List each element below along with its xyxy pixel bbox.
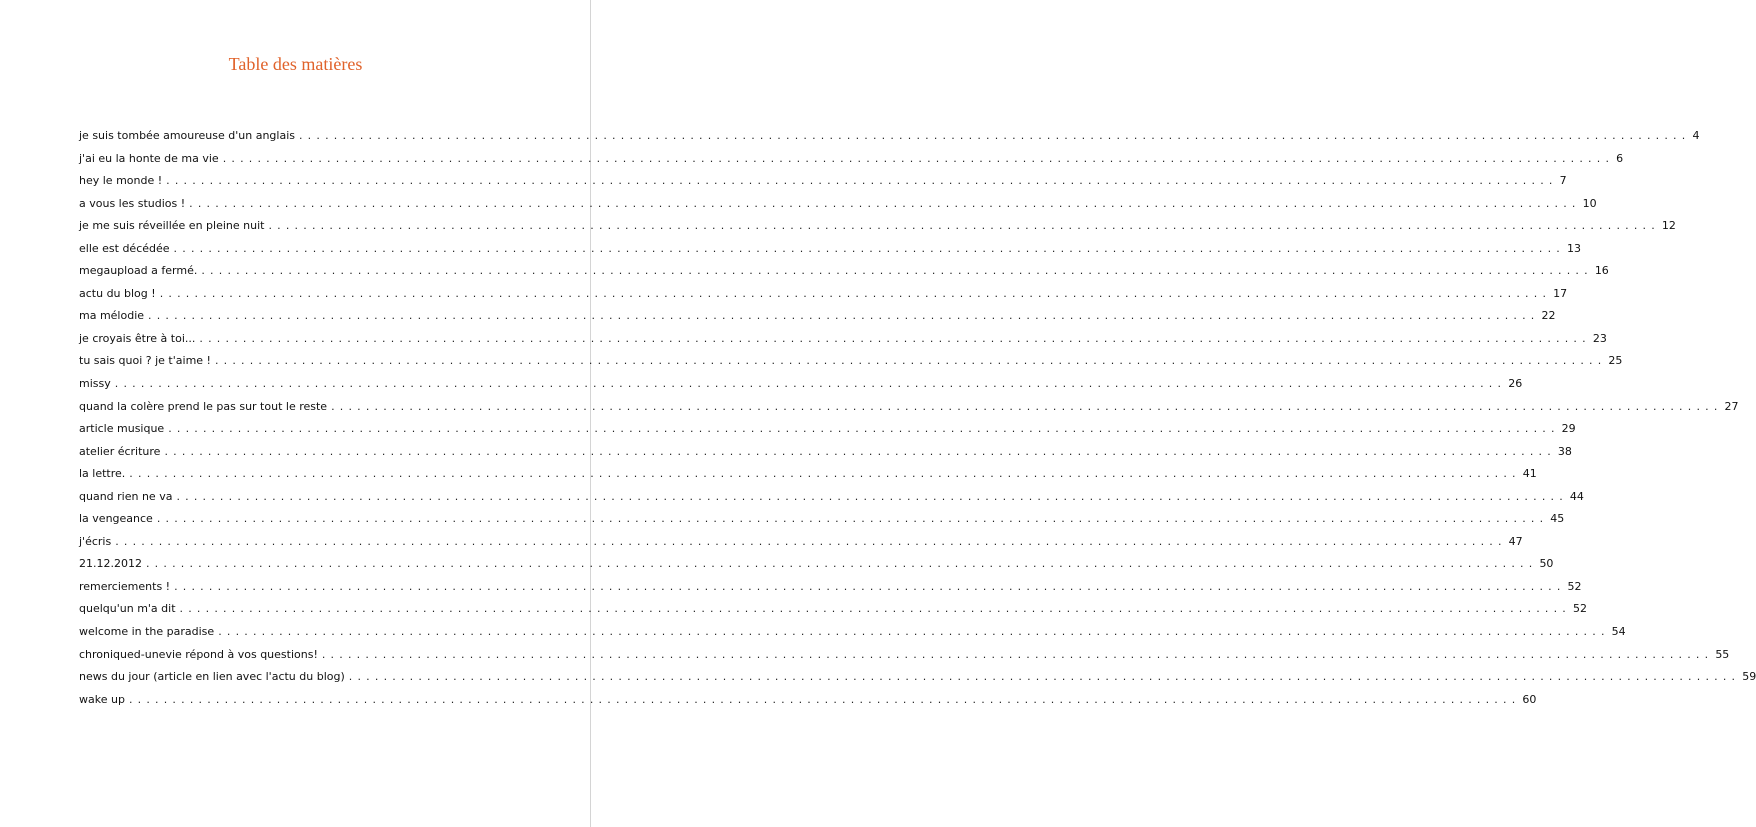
- toc-entry-title: megaupload a fermé.: [79, 264, 198, 278]
- toc-entry-page-number: 23: [1592, 331, 1607, 345]
- toc-entry-title: elle est décédée: [79, 241, 170, 255]
- toc-entry[interactable]: [79, 196, 1597, 220]
- toc-dot-leader: ................................................................................................................................................................: [115, 534, 1507, 548]
- toc-entry-page-number: 59: [1742, 670, 1756, 684]
- toc-entry-title: j'écris: [79, 534, 112, 548]
- toc-entry-title: missy: [79, 377, 111, 391]
- toc-entry-page-number: 55: [1715, 647, 1730, 661]
- toc-entry[interactable]: [79, 579, 1582, 603]
- toc-dot-leader: ................................................................................................................................................................: [173, 241, 1565, 255]
- toc-entry-page-number: 60: [1522, 692, 1537, 706]
- toc-entry-page-number: 52: [1572, 602, 1587, 616]
- toc-entry[interactable]: [79, 286, 1568, 310]
- toc-dot-leader: ................................................................................................................................................................: [348, 670, 1741, 684]
- toc-entry[interactable]: [79, 489, 1584, 513]
- toc-entry[interactable]: [79, 692, 1537, 716]
- toc-dot-leader: ................................................................................................................................................................: [201, 264, 1593, 278]
- toc-dot-leader: ................................................................................................................................................................: [214, 354, 1607, 368]
- toc-entry-title: quelqu'un m'a dit: [79, 602, 176, 616]
- toc-entry-title: je croyais être à toi...: [79, 331, 196, 345]
- toc-entry-page-number: 13: [1567, 241, 1581, 255]
- toc-entry[interactable]: [79, 512, 1565, 535]
- toc-dot-leader: ................................................................................................................................................................: [156, 512, 1549, 526]
- toc-dot-leader: ................................................................................................................................................................: [159, 286, 1552, 300]
- toc-entry-title: atelier écriture: [79, 444, 161, 458]
- toc-entry-title: quand rien ne va: [79, 489, 173, 503]
- toc-entry-page-number: 17: [1553, 286, 1568, 300]
- toc-entry-title: hey le monde !: [79, 174, 163, 188]
- toc-entry-title: remerciements !: [79, 579, 171, 593]
- toc-dot-leader: ................................................................................................................................................................: [145, 557, 1538, 571]
- toc-entry[interactable]: [79, 264, 1609, 287]
- toc-entry-page-number: 10: [1582, 196, 1597, 210]
- toc-entry-page-number: 25: [1608, 354, 1623, 368]
- toc-dot-leader: ................................................................................................................................................................: [174, 579, 1566, 593]
- toc-entry-page-number: 22: [1541, 309, 1556, 323]
- toc-entry[interactable]: [79, 174, 1567, 197]
- toc-entry[interactable]: [79, 354, 1623, 377]
- toc-dot-leader: ................................................................................................................................................................: [168, 422, 1560, 436]
- toc-entry-title: welcome in the paradise: [79, 625, 215, 639]
- toc-entry-page-number: 41: [1522, 467, 1537, 481]
- toc-entry[interactable]: [79, 331, 1607, 355]
- toc-entry-page-number: 44: [1569, 489, 1584, 503]
- toc-entry-title: je suis tombée amoureuse d'un anglais: [79, 129, 295, 142]
- toc-entry-title: a vous les studios !: [79, 196, 186, 210]
- toc-entry-title: quand la colère prend le pas sur tout le reste: [79, 399, 328, 413]
- toc-entry-title: actu du blog !: [79, 286, 156, 300]
- toc-entry-page-number: 27: [1724, 399, 1739, 413]
- toc-dot-leader: ................................................................................................................................................................: [179, 602, 1571, 616]
- table-of-contents: [79, 129, 1756, 715]
- toc-dot-leader: ................................................................................................................................................................: [128, 692, 1521, 706]
- toc-entry-page-number: 26: [1508, 377, 1523, 391]
- toc-entry-title: la vengeance: [79, 512, 153, 526]
- toc-entry[interactable]: [79, 219, 1676, 242]
- toc-dot-leader: ................................................................................................................................................................: [298, 129, 1691, 142]
- toc-entry[interactable]: [79, 534, 1523, 558]
- toc-entry-title: chroniqued-unevie répond à vos questions!: [79, 647, 318, 661]
- toc-entry[interactable]: [79, 399, 1739, 423]
- toc-dot-leader: ................................................................................................................................................................: [331, 399, 1723, 413]
- toc-dot-leader: ................................................................................................................................................................: [218, 625, 1610, 639]
- toc-entry-page-number: 52: [1567, 579, 1582, 593]
- toc-entry-page-number: 7: [1559, 174, 1567, 188]
- toc-entry-title: ma mélodie: [79, 309, 145, 323]
- toc-entry-page-number: 16: [1594, 264, 1609, 278]
- toc-dot-leader: ................................................................................................................................................................: [176, 489, 1568, 503]
- toc-entry[interactable]: [79, 557, 1554, 580]
- toc-entry[interactable]: [79, 241, 1581, 265]
- toc-entry-page-number: 50: [1539, 557, 1554, 571]
- toc-dot-leader: ................................................................................................................................................................: [268, 219, 1660, 233]
- toc-dot-leader: ................................................................................................................................................................: [148, 309, 1540, 323]
- toc-entry-title: la lettre.: [79, 467, 126, 481]
- toc-entry-title: je me suis réveillée en pleine nuit: [79, 219, 265, 233]
- toc-entry[interactable]: [79, 422, 1576, 445]
- toc-entry-page-number: 12: [1661, 219, 1676, 233]
- toc-entry-title: j'ai eu la honte de ma vie: [79, 151, 219, 165]
- toc-entry[interactable]: [79, 444, 1572, 468]
- toc-entry[interactable]: [79, 625, 1626, 648]
- page-title: Table des matières: [228, 54, 363, 74]
- toc-entry-title: 21.12.2012: [79, 557, 142, 571]
- toc-entry[interactable]: [79, 670, 1756, 693]
- toc-entry[interactable]: [79, 467, 1537, 490]
- toc-entry-page-number: 54: [1611, 625, 1626, 639]
- toc-entry[interactable]: [79, 647, 1730, 671]
- toc-entry-page-number: 29: [1561, 422, 1576, 436]
- toc-entry-title: tu sais quoi ? je t'aime !: [79, 354, 211, 368]
- toc-entry[interactable]: [79, 129, 1700, 152]
- toc-entry-page-number: 45: [1550, 512, 1565, 526]
- toc-entry[interactable]: [79, 602, 1587, 625]
- toc-entry-title: news du jour (article en lien avec l'actu du blog): [79, 670, 345, 684]
- toc-entry[interactable]: [79, 309, 1556, 332]
- toc-entry-page-number: 4: [1692, 129, 1700, 142]
- toc-entry-page-number: 6: [1616, 151, 1624, 165]
- toc-dot-leader: ................................................................................................................................................................: [114, 377, 1507, 391]
- toc-dot-leader: ................................................................................................................................................................: [166, 174, 1558, 188]
- toc-dot-leader: ................................................................................................................................................................: [321, 647, 1714, 661]
- toc-dot-leader: ................................................................................................................................................................: [222, 151, 1615, 165]
- toc-entry-page-number: 47: [1508, 534, 1523, 548]
- toc-dot-leader: ................................................................................................................................................................: [199, 331, 1591, 345]
- toc-dot-leader: ................................................................................................................................................................: [164, 444, 1556, 458]
- toc-entry[interactable]: [79, 377, 1523, 400]
- toc-entry-title: article musique: [79, 422, 165, 436]
- toc-entry-page-number: 38: [1557, 444, 1572, 458]
- toc-dot-leader: ................................................................................................................................................................: [129, 467, 1521, 481]
- toc-entry[interactable]: [79, 151, 1624, 175]
- toc-dot-leader: ................................................................................................................................................................: [189, 196, 1581, 210]
- toc-entry-title: wake up: [79, 692, 125, 706]
